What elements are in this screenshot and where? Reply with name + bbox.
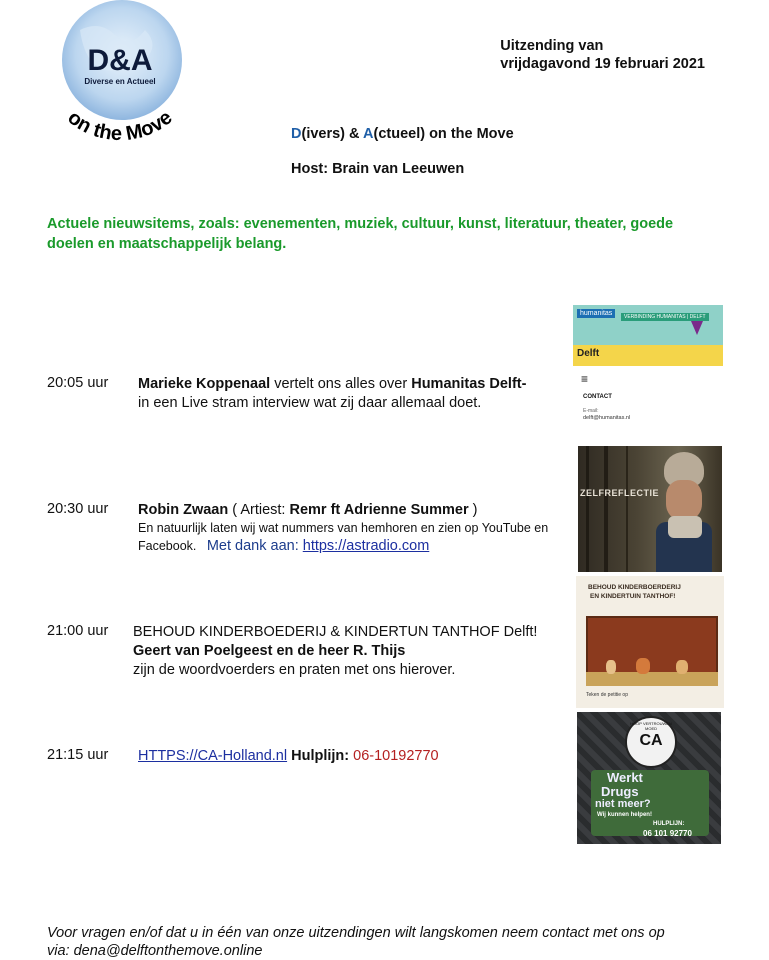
item-time: 20:05 uur [47,375,109,391]
ca-seal-icon: CA HOOP VERTROUWEN MOED [625,716,677,768]
program-item: Marieke Koppenaal vertelt ons alles over Humanitas Delft- in een Live stram interview wat zij daar allemaal doet. [138,376,527,411]
item-time: 20:30 uur [47,501,109,517]
program-item: BEHOUD KINDERBOEDERIJ & KINDERTUN TANTHOF Delft! Geert van Poelgeest en de heer R. Thijs zijn de woordvoerders en praten met ons hierover. [133,624,538,678]
show-title: D(ivers) & A(ctueel) on the Move [291,126,514,142]
logo-subtitle: Diverse en Actueel [84,77,156,86]
item-time: 21:15 uur [47,747,109,763]
item-time: 21:00 uur [47,623,109,639]
broadcast-line1: Uitzending van [500,38,604,54]
logo-tagline: on the Move [63,106,177,146]
face-icon [666,480,702,520]
host: Host: Brain van Leeuwen [291,161,465,177]
intro-text: Actuele nieuwsitems, zoals: evenementen, muziek, cultuur, kunst, literatuur, theater, goede doelen en maatschappelijk belang. [47,216,674,252]
robin-zwaan-thumbnail: ZELFREFLECTIE [578,446,722,572]
broadcast-date [500,37,705,73]
astradio-link[interactable]: https://astradio.com [302,538,430,554]
ca-holland-link[interactable]: HTTPS://CA-Holland.nl [138,748,288,764]
logo-graphic [40,0,200,150]
menu-icon: ≡ [581,372,589,386]
program-item: Robin Zwaan ( Artiest: Remr ft Adrienne Summer ) En natuurlijk laten wij wat nummers van hemhoren en zien op YouTube en Facebook. Met dank aan: https://astradio.com [138,502,549,554]
broadcast-line2: vrijdagavond 19 februari 2021 [500,56,705,72]
humanitas-thumbnail: humanitas VERBINDING HUMANITAS | DELFT Delft ≡ CONTACT E-mail: delft@humanitas.nl [573,305,723,443]
logo-abbr: D&A [87,44,153,77]
program-item: HTTPS://CA-Holland.nl Hulplijn: 06-10192770 [138,748,439,764]
logo [40,0,200,150]
ca-holland-thumbnail: CA HOOP VERTROUWEN MOED Werkt Drugs niet meer? Wij kunnen helpen! HULPLIJN: 06 101 92770 [577,712,721,844]
kinderboerderij-thumbnail: BEHOUD KINDERBOERDERIJ EN KINDERTUIN TANTHOF! Teken de petitie op [576,576,724,708]
footer-contact: Voor vragen en/of dat u in één van onze uitzendingen wilt langskomen neem contact met ons op via: dena@delftonthemove.online [47,925,665,959]
